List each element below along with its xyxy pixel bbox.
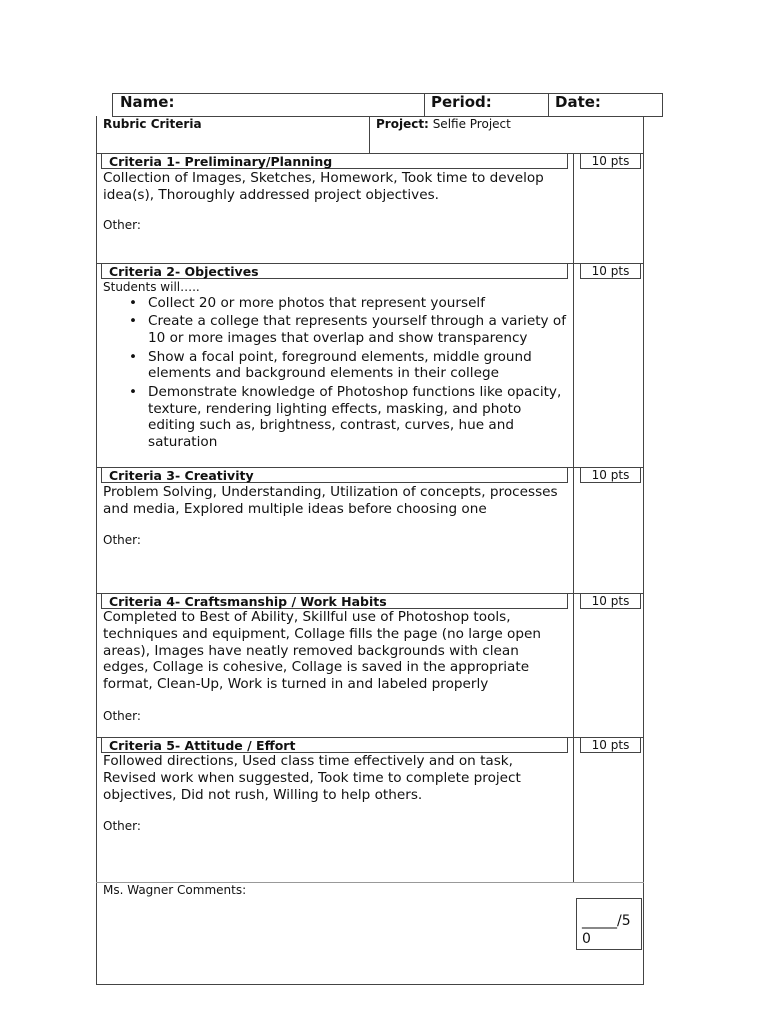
criteria-1-title: Criteria 1- Preliminary/Planning: [101, 153, 568, 169]
period-label: Period:: [431, 93, 492, 111]
header-divider: [548, 93, 549, 117]
total-score-line: _____/5: [582, 913, 631, 929]
rubric-table: [96, 116, 644, 985]
bullet-icon: •: [129, 313, 138, 330]
date-label: Date:: [555, 93, 601, 111]
criteria-5-title: Criteria 5- Attitude / Effort: [101, 737, 568, 753]
criteria-1-points: 10 pts: [580, 153, 641, 169]
criteria-5-points: 10 pts: [580, 737, 641, 753]
criteria-1-other: Other:: [103, 218, 141, 232]
criteria-4-description: Completed to Best of Ability, Skillful use of Photoshop tools, techniques and equipment, Collage fills the page (no large open areas), Images have neatly removed backgrounds with clean edges, Collage is cohesive, Collage is saved in the appropriate format, Clean-Up, Work is turned in and labeled properly: [103, 609, 541, 693]
name-label: Name:: [120, 93, 175, 111]
criteria-3-other: Other:: [103, 533, 141, 547]
bullet-icon: •: [129, 383, 138, 400]
objective-item: • Demonstrate knowledge of Photoshop functions like opacity, texture, rendering lighting effects, masking, and photo editing such as, brightness, contrast, curves, hue and saturation: [129, 383, 562, 451]
project-field: [376, 117, 511, 131]
project-label: Project:: [376, 117, 429, 131]
criteria-3-title: Criteria 3- Creativity: [101, 467, 568, 483]
objective-item: • Show a focal point, foreground elements, middle ground elements and background elements in their college: [129, 348, 532, 382]
criteria-5-description: Followed directions, Used class time effectively and on task, Revised work when suggested, Took time to complete project objectives, Did not rush, Willing to help others.: [103, 753, 521, 803]
criteria-2-objectives-list: [103, 295, 571, 453]
total-score-denominator: 0: [582, 931, 591, 947]
criteria-3-points: 10 pts: [580, 467, 641, 483]
criteria-2-points: 10 pts: [580, 263, 641, 279]
rubric-criteria-label: Rubric Criteria: [103, 117, 202, 131]
criteria-4-points: 10 pts: [580, 593, 641, 609]
column-divider: [369, 116, 370, 153]
criteria-4-title: Criteria 4- Craftsmanship / Work Habits: [101, 593, 568, 609]
criteria-2-intro: Students will…..: [103, 280, 200, 294]
criteria-3-description: Problem Solving, Understanding, Utilization of concepts, processes and media, Explored multiple ideas before choosing one: [103, 484, 558, 517]
bullet-icon: •: [129, 295, 138, 311]
criteria-5-other: Other:: [103, 819, 141, 833]
project-value: Selfie Project: [432, 117, 511, 131]
criteria-4-other: Other:: [103, 709, 141, 723]
criteria-1-description: Collection of Images, Sketches, Homework, Took time to develop idea(s), Thoroughly addressed project objectives.: [103, 170, 544, 203]
criteria-2-title: Criteria 2- Objectives: [101, 263, 568, 279]
objective-item: • Collect 20 or more photos that represent yourself: [129, 295, 485, 311]
bullet-icon: •: [129, 348, 138, 365]
comments-label: Ms. Wagner Comments:: [103, 883, 247, 897]
header-divider: [424, 93, 425, 117]
objective-item: • Create a college that represents yourself through a variety of 10 or more images that overlap and show transparency: [129, 313, 567, 347]
